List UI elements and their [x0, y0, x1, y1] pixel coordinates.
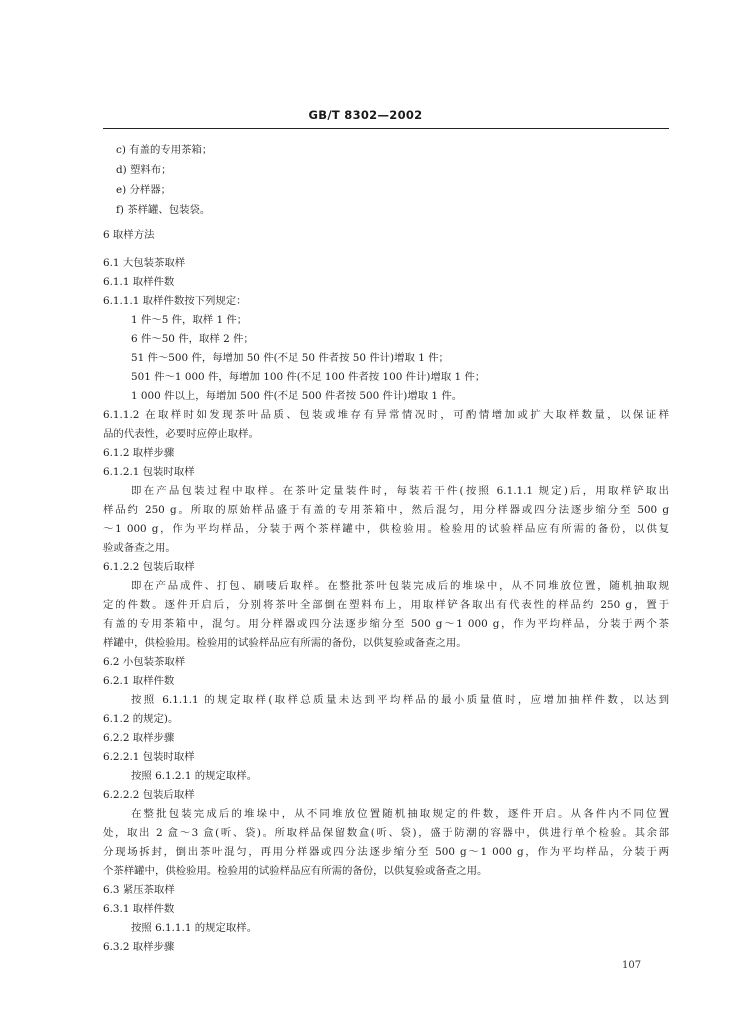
header-rule — [103, 128, 669, 129]
text-line: 6 取样方法 — [103, 229, 155, 241]
text-line: 6.1.2.2 包装后取样 — [103, 561, 195, 573]
text-line: 6.2.2.2 包装后取样 — [103, 789, 195, 801]
text-line: 个茶样罐中，供检验用。检验用的试验样品应有所需的备份，以供复验或备查之用。 — [103, 865, 488, 877]
text-line: 在整批包装完成后的堆垛中，从不同堆放位置随机抽取规定的件数，逐件开启。从各件内不同位置 — [131, 808, 669, 820]
text-line: 按照 6.1.1.1 的规定取样(取样总质量未达到平均样品的最小质量值时，应增加抽样件数，以达到 — [131, 694, 669, 706]
text-line: 6.1.1 取样件数 — [103, 276, 175, 288]
text-line: f) 茶样罐、包装袋。 — [116, 204, 211, 216]
text-line: ～1 000 g，作为平均样品，分装于两个茶样罐中，供检验用。检验用的试验样品应有所需的备份，以供复 — [103, 523, 669, 535]
text-line: 分现场拆封，倒出茶叶混匀，再用分样器或四分法逐步缩分至 500 g～1 000 g，作为平均样品，分装于两 — [103, 846, 669, 858]
text-line: 验或备查之用。 — [103, 542, 176, 554]
text-line: e) 分样器； — [116, 184, 172, 196]
text-line: 6.1.2 的规定)。 — [103, 713, 179, 725]
page-header: GB/T 8302—2002 — [308, 108, 423, 122]
text-line: 6.2 小包装茶取样 — [103, 656, 186, 668]
text-line: 6.1.1.2 在取样时如发现茶叶品质、包装或堆存有异常情况时，可酌情增加或扩大取样数量，以保证样 — [103, 409, 669, 421]
text-line: 6.1.2.1 包装时取样 — [103, 466, 195, 478]
text-line: 有盖的专用茶箱中，混匀。用分样器或四分法逐步缩分至 500 g～1 000 g，作为平均样品，分装于两个茶 — [103, 618, 669, 630]
text-line: 501 件～1 000 件，每增加 100 件(不足 100 件者按 100 件计)增取 1 件； — [131, 371, 486, 383]
text-line: 品的代表性，必要时应停止取样。 — [103, 428, 259, 440]
text-line: 6.1.2 取样步骤 — [103, 447, 175, 459]
text-line: 6.3.2 取样步骤 — [103, 941, 175, 953]
text-line: 6.3.1 取样件数 — [103, 903, 175, 915]
page-number: 107 — [622, 960, 642, 971]
text-line: 6.2.1 取样件数 — [103, 675, 175, 687]
text-line: 即在产品成件、打包、刷唛后取样。在整批茶叶包装完成后的堆垛中，从不同堆放位置，随机抽取规 — [131, 580, 669, 592]
text-line: 样品约 250 g。所取的原始样品盛于有盖的专用茶箱中，然后混匀，用分样器或四分法逐步缩分至 500 g — [103, 504, 669, 516]
text-line: d) 塑料布； — [116, 164, 172, 176]
text-line: 6.3 紧压茶取样 — [103, 884, 175, 896]
text-line: 即在产品包装过程中取样。在茶叶定量装件时，每装若干件(按照 6.1.1.1 规定)后，用取样铲取出 — [131, 485, 669, 497]
text-line: 6 件～50 件，取样 2 件； — [131, 333, 254, 345]
text-line: 51 件～500 件，每增加 50 件(不足 50 件者按 50 件计)增取 1 件； — [131, 352, 449, 364]
text-line: 按照 6.1.1.1 的规定取样。 — [131, 922, 258, 934]
text-line: 定的件数。逐件开启后，分别将茶叶全部倒在塑料布上，用取样铲各取出有代表性的样品约 250 g，置于 — [103, 599, 669, 611]
text-line: 6.2.2.1 包装时取样 — [103, 751, 195, 763]
text-line: 6.1.1.1 取样件数按下列规定： — [103, 295, 247, 307]
text-line: 按照 6.1.2.1 的规定取样。 — [131, 770, 258, 782]
text-line: c) 有盖的专用茶箱； — [116, 144, 213, 156]
text-line: 1 件～5 件，取样 1 件； — [131, 314, 248, 326]
text-line: 处，取出 2 盒～3 盒(听、袋)。所取样品保留数盒(听、袋)，盛于防潮的容器中，供进行单个检验。其余部 — [103, 827, 669, 839]
text-line: 1 000 件以上，每增加 500 件(不足 500 件者按 500 件计)增取 1 件。 — [131, 390, 463, 402]
text-line: 6.1 大包装茶取样 — [103, 257, 186, 269]
text-line: 样罐中，供检验用。检验用的试验样品应有所需的备份，以供复验或备查之用。 — [103, 637, 467, 649]
text-line: 6.2.2 取样步骤 — [103, 732, 175, 744]
